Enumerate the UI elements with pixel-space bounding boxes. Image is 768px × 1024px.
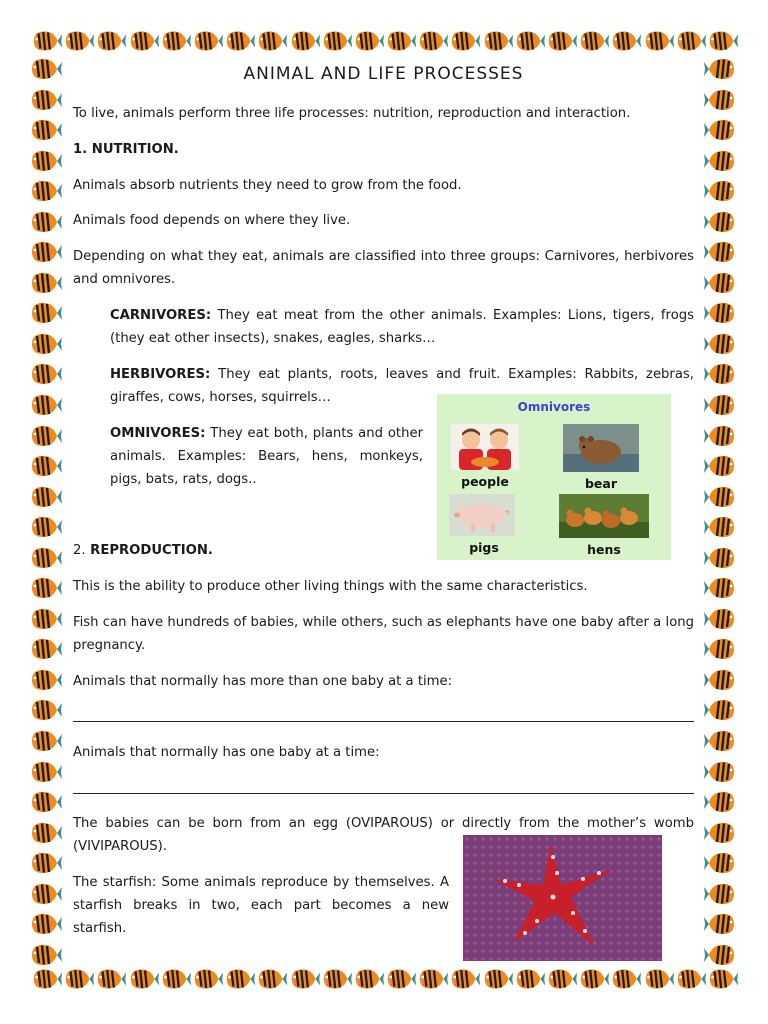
pigs-label: pigs xyxy=(469,540,499,555)
fish-icon xyxy=(706,28,738,54)
fish-icon xyxy=(28,148,62,174)
fish-icon xyxy=(127,28,159,54)
fish-icon xyxy=(28,820,62,846)
fish-icon xyxy=(704,148,738,174)
fish-icon xyxy=(28,87,62,113)
fish-icon xyxy=(674,966,706,992)
fish-icon xyxy=(674,28,706,54)
fish-icon xyxy=(704,392,738,418)
border-top xyxy=(30,28,738,58)
carnivores-paragraph xyxy=(110,304,694,350)
fish-icon xyxy=(28,606,62,632)
omnivores-image xyxy=(437,394,671,560)
fish-icon xyxy=(94,28,126,54)
fish-icon xyxy=(28,300,62,326)
fish-icon xyxy=(704,881,738,907)
page-title: ANIMAL AND LIFE PROCESSES xyxy=(243,64,524,84)
fish-icon xyxy=(28,56,62,82)
fish-icon xyxy=(704,514,738,540)
fish-icon xyxy=(28,423,62,449)
fish-icon xyxy=(223,966,255,992)
fish-icon xyxy=(704,331,738,357)
starfish-picture xyxy=(463,835,662,961)
omnivores-label: OMNIVORES: xyxy=(110,426,206,441)
fish-icon xyxy=(127,966,159,992)
fish-icon xyxy=(609,28,641,54)
fish-icon xyxy=(704,56,738,82)
nutrition-heading: 1. NUTRITION. xyxy=(73,142,179,157)
reproduction-heading xyxy=(73,539,213,562)
fish-icon xyxy=(28,117,62,143)
border-bottom xyxy=(30,966,738,996)
fish-icon xyxy=(704,911,738,937)
reproduction-paragraph-1: This is the ability to produce other living things with the same characteristics. xyxy=(73,579,588,594)
fish-icon xyxy=(28,881,62,907)
fish-icon xyxy=(704,484,738,510)
border-left xyxy=(28,56,64,968)
fish-icon xyxy=(704,728,738,754)
fish-icon xyxy=(28,636,62,662)
fish-icon xyxy=(28,667,62,693)
starfish-paragraph: The starfish: Some animals reproduce by themselves. A starfish breaks in two, each part becomes a new starfish. xyxy=(73,875,449,936)
fish-icon xyxy=(704,942,738,968)
fish-icon xyxy=(704,636,738,662)
fish-icon xyxy=(513,28,545,54)
fish-icon xyxy=(704,545,738,571)
fish-icon xyxy=(28,392,62,418)
fish-icon xyxy=(704,87,738,113)
fish-icon xyxy=(28,209,62,235)
fish-icon xyxy=(62,966,94,992)
answer-line-more-babies[interactable] xyxy=(73,721,694,722)
fish-icon xyxy=(320,966,352,992)
fish-icon xyxy=(704,209,738,235)
omnivores-image-title: Omnivores xyxy=(517,400,591,414)
fish-icon xyxy=(28,270,62,296)
fish-icon xyxy=(320,28,352,54)
fish-icon xyxy=(704,820,738,846)
hens-picture xyxy=(559,494,649,538)
fish-icon xyxy=(352,966,384,992)
reproduction-heading-number: 2. xyxy=(73,543,86,558)
hens-label: hens xyxy=(587,542,621,557)
fish-icon xyxy=(28,789,62,815)
fish-icon xyxy=(704,300,738,326)
fish-icon xyxy=(28,850,62,876)
fish-icon xyxy=(513,966,545,992)
fish-icon xyxy=(28,361,62,387)
border-right xyxy=(704,56,740,968)
bear-label: bear xyxy=(584,476,618,491)
fish-icon xyxy=(62,28,94,54)
fish-icon xyxy=(28,575,62,601)
fish-icon xyxy=(28,331,62,357)
fish-icon xyxy=(577,28,609,54)
fish-icon xyxy=(448,966,480,992)
fish-icon xyxy=(704,759,738,785)
bear-picture xyxy=(563,424,639,472)
fish-icon xyxy=(642,966,674,992)
fish-icon xyxy=(159,28,191,54)
fish-icon xyxy=(28,239,62,265)
fish-icon xyxy=(28,759,62,785)
fish-icon xyxy=(416,966,448,992)
fish-icon xyxy=(30,28,62,54)
fish-icon xyxy=(28,178,62,204)
fish-icon xyxy=(28,453,62,479)
fish-icon xyxy=(159,966,191,992)
people-picture xyxy=(451,424,519,470)
fish-icon xyxy=(28,514,62,540)
fish-icon xyxy=(352,28,384,54)
fish-icon xyxy=(704,239,738,265)
nutrition-paragraph-1: Animals absorb nutrients they need to grow from the food. xyxy=(73,178,462,193)
fish-icon xyxy=(255,28,287,54)
fish-icon xyxy=(545,28,577,54)
nutrition-paragraph-3: Depending on what they eat, animals are classified into three groups: Carnivores, herbivores and omnivores. xyxy=(73,249,694,287)
pigs-picture xyxy=(449,494,515,536)
fish-icon xyxy=(384,28,416,54)
nutrition-paragraph-2: Animals food depends on where they live. xyxy=(73,213,351,228)
fish-icon xyxy=(545,966,577,992)
fish-icon xyxy=(28,545,62,571)
fish-icon xyxy=(704,178,738,204)
fish-icon xyxy=(481,28,513,54)
fish-icon xyxy=(94,966,126,992)
answer-line-one-baby[interactable] xyxy=(73,793,694,794)
fish-icon xyxy=(704,361,738,387)
people-label: people xyxy=(461,474,509,489)
fish-icon xyxy=(704,575,738,601)
fish-icon xyxy=(704,423,738,449)
fish-icon xyxy=(704,667,738,693)
fish-icon xyxy=(609,966,641,992)
omnivores-text: They eat both, plants and other animals. Examples: Bears, hens, monkeys, pigs, bats, rats, dogs.. xyxy=(110,426,423,487)
fish-icon xyxy=(704,117,738,143)
fish-icon xyxy=(28,911,62,937)
herbivores-label: HERBIVORES: xyxy=(110,367,211,382)
fish-icon xyxy=(642,28,674,54)
fish-icon xyxy=(481,966,513,992)
fish-icon xyxy=(191,28,223,54)
fish-icon xyxy=(28,942,62,968)
carnivores-label: CARNIVORES: xyxy=(110,308,212,323)
fish-icon xyxy=(416,28,448,54)
fish-icon xyxy=(384,966,416,992)
question-one-baby: Animals that normally has one baby at a time: xyxy=(73,745,380,760)
fish-icon xyxy=(223,28,255,54)
fish-icon xyxy=(30,966,62,992)
fish-icon xyxy=(28,728,62,754)
fish-icon xyxy=(704,789,738,815)
fish-icon xyxy=(577,966,609,992)
reproduction-paragraph-2: Fish can have hundreds of babies, while others, such as elephants have one baby after a long pregnancy. xyxy=(73,615,694,653)
fish-icon xyxy=(448,28,480,54)
fish-icon xyxy=(706,966,738,992)
fish-icon xyxy=(704,850,738,876)
fish-icon xyxy=(704,270,738,296)
fish-icon xyxy=(191,966,223,992)
question-more-babies: Animals that normally has more than one baby at a time: xyxy=(73,674,453,689)
herbivores-text: They eat plants, roots, leaves and fruit. Examples: Rabbits, zebras, giraffes, cows, horses, squirrels… xyxy=(110,367,694,405)
intro-text: To live, animals perform three life processes: nutrition, reproduction and interaction. xyxy=(73,106,631,121)
reproduction-heading-text: REPRODUCTION. xyxy=(85,543,213,558)
fish-icon xyxy=(704,606,738,632)
omnivores-paragraph xyxy=(110,422,423,491)
fish-icon xyxy=(704,697,738,723)
reproduction-paragraph-3: The babies can be born from an egg (OVIPAROUS) or directly from the mother’s womb (VIVIPAROUS). xyxy=(73,816,694,854)
fish-icon xyxy=(288,28,320,54)
carnivores-text: They eat meat from the other animals. Examples: Lions, tigers, frogs (they eat other insects), snakes, eagles, sharks… xyxy=(110,308,694,346)
fish-icon xyxy=(255,966,287,992)
fish-icon xyxy=(704,453,738,479)
fish-icon xyxy=(288,966,320,992)
fish-icon xyxy=(28,697,62,723)
fish-icon xyxy=(28,484,62,510)
